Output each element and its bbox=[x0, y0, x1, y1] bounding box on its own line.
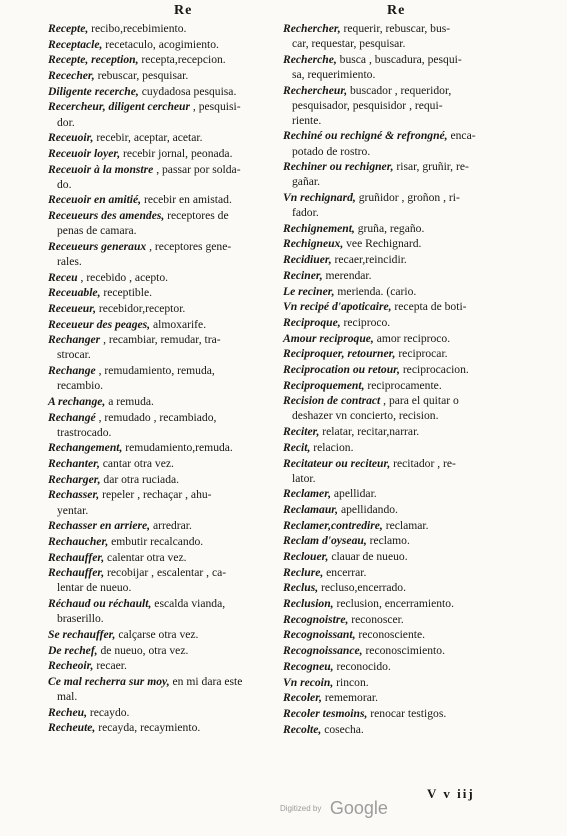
entry-definition: enca- bbox=[447, 129, 476, 143]
entry-continuation: fador. bbox=[292, 206, 319, 220]
entry-definition: recobijar , escalentar , ca- bbox=[104, 566, 227, 580]
digitized-watermark bbox=[280, 798, 388, 819]
entry-definition: calçarse otra vez. bbox=[115, 627, 199, 641]
entry-headword: Vn recoin, bbox=[283, 675, 334, 689]
entry-definition: reciprocacion. bbox=[399, 362, 469, 376]
dictionary-entry bbox=[48, 84, 284, 99]
dictionary-entry bbox=[48, 68, 284, 83]
entry-continuation: lentar de nueuo. bbox=[57, 581, 132, 595]
dictionary-entry bbox=[48, 534, 284, 549]
dictionary-entry bbox=[48, 627, 284, 642]
dictionary-entry bbox=[283, 565, 523, 580]
dictionary-entry bbox=[283, 722, 523, 737]
dictionary-entry bbox=[48, 317, 284, 332]
dictionary-entry bbox=[48, 643, 284, 658]
dictionary-entry bbox=[48, 270, 284, 285]
entry-definition: reciproco. bbox=[340, 315, 391, 329]
dictionary-entry bbox=[48, 472, 284, 487]
entry-headword: Rechanger bbox=[48, 333, 101, 347]
signature-mark: V v iij bbox=[427, 786, 475, 801]
entry-headword: Recolte, bbox=[283, 722, 322, 736]
dictionary-entry bbox=[283, 284, 523, 299]
dictionary-entry bbox=[48, 332, 284, 362]
entry-definition: recaydo. bbox=[86, 705, 130, 719]
entry-continuation: gañar. bbox=[292, 175, 321, 189]
dictionary-entry bbox=[283, 549, 523, 564]
entry-definition: recibo,recebimiento. bbox=[88, 22, 187, 35]
entry-headword: Receuoir à la monstre bbox=[48, 162, 154, 176]
entry-headword: Receueur, bbox=[48, 302, 96, 315]
dictionary-entry bbox=[48, 301, 284, 316]
entry-definition: reclamar. bbox=[382, 518, 429, 532]
entry-continuation: deshazer vn concierto, recision. bbox=[292, 409, 439, 423]
entry-definition: recebir jornal, peonada. bbox=[120, 146, 233, 160]
dictionary-entry bbox=[283, 362, 523, 377]
entry-headword: Recognoistre, bbox=[283, 612, 349, 626]
dictionary-entry bbox=[48, 674, 284, 704]
running-head-right: Re bbox=[387, 3, 406, 18]
entry-definition: reciprocar. bbox=[395, 347, 448, 361]
dictionary-entry bbox=[283, 159, 523, 189]
dictionary-entry bbox=[48, 518, 284, 533]
entry-definition: recebidor,receptor. bbox=[95, 302, 186, 315]
entry-continuation: trastrocado. bbox=[57, 425, 112, 439]
entry-continuation: riente. bbox=[292, 113, 322, 127]
dictionary-entry bbox=[48, 410, 284, 440]
entry-definition: recluso,encerrado. bbox=[318, 581, 406, 595]
entry-headword: Reciproquer, retourner, bbox=[283, 347, 396, 361]
entry-definition: gruña, regaño. bbox=[354, 221, 425, 235]
entry-headword: Reclam d'oyseau, bbox=[283, 534, 367, 548]
dictionary-entry bbox=[283, 533, 523, 548]
entry-definition: receptible. bbox=[100, 286, 152, 300]
dictionary-entry bbox=[48, 487, 284, 517]
entry-headword: Reciproquement, bbox=[283, 378, 365, 392]
dictionary-entry bbox=[48, 658, 284, 673]
entry-definition: merienda. (cario. bbox=[334, 284, 417, 298]
entry-headword: Recherche, bbox=[283, 52, 337, 66]
dictionary-entry bbox=[48, 705, 284, 720]
dictionary-entry bbox=[48, 285, 284, 300]
dictionary-entry bbox=[283, 486, 523, 501]
entry-definition: , para el quitar o bbox=[380, 394, 459, 408]
entry-definition: recaer,reincidir. bbox=[331, 253, 407, 267]
entry-definition: en mi dara este bbox=[169, 674, 243, 688]
entry-headword: Receuoir en amitié, bbox=[48, 193, 142, 207]
dictionary-entry bbox=[283, 346, 523, 361]
dictionary-entry bbox=[48, 21, 284, 36]
dictionary-entry bbox=[283, 596, 523, 611]
dictionary-entry bbox=[283, 502, 523, 517]
dictionary-entry bbox=[283, 52, 523, 82]
entry-definition: clauar de nueuo. bbox=[328, 550, 408, 564]
entry-headword: Rechercher, bbox=[283, 22, 341, 35]
entry-definition: reclusion, encerramiento. bbox=[333, 597, 454, 611]
entry-definition: receptores de bbox=[164, 209, 229, 223]
dictionary-entry bbox=[48, 239, 284, 269]
dictionary-entry bbox=[283, 690, 523, 705]
entry-headword: Receuoir, bbox=[48, 131, 94, 145]
entry-definition: dar otra ruciada. bbox=[100, 472, 180, 486]
dictionary-entry bbox=[48, 363, 284, 393]
entry-continuation: penas de camara. bbox=[57, 224, 137, 238]
dictionary-entry bbox=[283, 236, 523, 251]
entry-definition: , remudado , recambiado, bbox=[95, 410, 217, 424]
left-column bbox=[48, 21, 284, 736]
entry-definition: reconoscimiento. bbox=[362, 644, 445, 658]
entry-definition: risar, gruñir, re- bbox=[393, 160, 469, 174]
entry-continuation: yentar. bbox=[57, 503, 89, 517]
dictionary-entry bbox=[48, 440, 284, 455]
entry-headword: Receuoir loyer, bbox=[48, 146, 121, 160]
entry-continuation: lator. bbox=[292, 471, 316, 485]
entry-headword: Recoler, bbox=[283, 691, 322, 705]
entry-definition: , pesquisi- bbox=[190, 100, 241, 114]
entry-headword: Le reciner, bbox=[283, 284, 335, 298]
entry-definition: escalda vianda, bbox=[151, 597, 226, 611]
dictionary-entry bbox=[48, 596, 284, 626]
dictionary-entry bbox=[283, 706, 523, 721]
dictionary-entry bbox=[283, 299, 523, 314]
entry-definition: cuydadosa pesquisa. bbox=[138, 84, 237, 98]
entry-continuation: mal. bbox=[57, 690, 78, 704]
entry-headword: Recharger, bbox=[48, 472, 101, 486]
dictionary-entry bbox=[48, 720, 284, 735]
dictionary-entry bbox=[48, 37, 284, 52]
entry-headword: Recognoissance, bbox=[283, 644, 363, 658]
entry-definition: encerrar. bbox=[323, 565, 367, 579]
entry-definition: rebuscar, pesquisar. bbox=[94, 69, 189, 83]
dictionary-entry bbox=[283, 643, 523, 658]
entry-headword: Recheu, bbox=[48, 705, 87, 719]
entry-headword: A rechange, bbox=[48, 394, 106, 408]
entry-definition: requerir, rebuscar, bus- bbox=[340, 22, 451, 35]
entry-headword: Receueurs generaux bbox=[48, 239, 147, 253]
entry-definition: reclamo. bbox=[366, 534, 410, 548]
entry-definition: amor reciproco. bbox=[373, 331, 451, 345]
dictionary-entry bbox=[283, 675, 523, 690]
entry-headword: Reclure, bbox=[283, 565, 324, 579]
entry-headword: Rechangé bbox=[48, 410, 96, 424]
entry-definition: , remudamiento, remuda, bbox=[95, 364, 215, 378]
dictionary-entry bbox=[283, 580, 523, 595]
entry-headword: Rechanter, bbox=[48, 457, 100, 471]
entry-definition: reconosciente. bbox=[355, 628, 426, 642]
entry-continuation: sa, requerimiento. bbox=[292, 67, 376, 81]
dictionary-entry bbox=[283, 83, 523, 128]
entry-continuation: do. bbox=[57, 177, 72, 191]
entry-definition: buscador , requeridor, bbox=[347, 83, 452, 97]
entry-continuation: potado de rostro. bbox=[292, 144, 371, 158]
entry-continuation: rales. bbox=[57, 254, 82, 268]
dictionary-entry bbox=[283, 627, 523, 642]
entry-definition: almoxarife. bbox=[150, 317, 207, 331]
entry-definition: recepta,recepcion. bbox=[138, 53, 226, 67]
right-column bbox=[283, 21, 523, 737]
entry-headword: Recit, bbox=[283, 440, 311, 454]
entry-definition: , receptores gene- bbox=[146, 239, 232, 253]
entry-definition: a remuda. bbox=[105, 394, 154, 408]
entry-headword: Receptacle, bbox=[48, 37, 103, 51]
dictionary-entry bbox=[283, 378, 523, 393]
entry-definition: recaer. bbox=[93, 659, 127, 673]
entry-headword: Diligente recerche, bbox=[48, 84, 139, 98]
entry-definition: relatar, recitar,narrar. bbox=[319, 425, 420, 439]
entry-headword: Receuable, bbox=[48, 286, 101, 300]
dictionary-entry bbox=[48, 99, 284, 129]
entry-definition: , passar por solda- bbox=[153, 162, 241, 176]
running-head-left: Re bbox=[174, 3, 193, 18]
entry-definition: reconoscer. bbox=[348, 612, 404, 626]
entry-definition: recetaculo, acogimiento. bbox=[102, 37, 219, 51]
entry-headword: Rechiné ou rechigné & refrongné, bbox=[283, 129, 448, 143]
entry-headword: Reclamer, bbox=[283, 487, 331, 501]
entry-headword: Reciproque, bbox=[283, 315, 341, 329]
entry-headword: Rechange bbox=[48, 364, 96, 378]
entry-definition: remudamiento,remuda. bbox=[122, 441, 233, 455]
entry-headword: Recoler tesmoins, bbox=[283, 706, 368, 720]
watermark-brand: Google bbox=[329, 798, 388, 818]
dictionary-entry bbox=[48, 208, 284, 238]
entry-headword: Rechangement, bbox=[48, 441, 123, 455]
entry-headword: Vn recipé d'apoticaire, bbox=[283, 300, 392, 314]
entry-headword: Reclamer,contredire, bbox=[283, 518, 383, 532]
entry-headword: Recheoir, bbox=[48, 659, 94, 673]
entry-headword: Recognoissant, bbox=[283, 628, 356, 642]
dictionary-entry bbox=[283, 221, 523, 236]
entry-headword: Recercheur, diligent cercheur bbox=[48, 100, 191, 114]
dictionary-entry bbox=[283, 21, 523, 51]
dictionary-entry bbox=[48, 162, 284, 192]
entry-headword: Reclusion, bbox=[283, 597, 334, 611]
dictionary-entry bbox=[48, 192, 284, 207]
entry-continuation: pesquisador, pesquisidor , requi- bbox=[292, 98, 443, 112]
entry-headword: Réchaud ou réchault, bbox=[48, 597, 152, 611]
dictionary-entry bbox=[283, 128, 523, 158]
entry-headword: Rececher, bbox=[48, 69, 95, 83]
entry-headword: Se rechauffer, bbox=[48, 627, 116, 641]
entry-definition: embutir recalcando. bbox=[108, 534, 204, 548]
dictionary-entry bbox=[48, 565, 284, 595]
entry-continuation: braserillo. bbox=[57, 612, 104, 626]
entry-definition: reciprocamente. bbox=[364, 378, 442, 392]
dictionary-entry bbox=[283, 612, 523, 627]
dictionary-entry bbox=[48, 456, 284, 471]
entry-headword: Recheute, bbox=[48, 721, 96, 735]
entry-headword: Reciner, bbox=[283, 268, 323, 282]
entry-continuation: recambio. bbox=[57, 379, 104, 393]
entry-headword: Rechasser, bbox=[48, 488, 100, 502]
dictionary-entry bbox=[48, 130, 284, 145]
entry-headword: Vn rechignard, bbox=[283, 191, 356, 204]
entry-definition: reconocido. bbox=[333, 659, 391, 673]
dictionary-entry bbox=[48, 146, 284, 161]
entry-definition: vee Rechignard. bbox=[343, 237, 422, 251]
dictionary-entry bbox=[283, 424, 523, 439]
entry-headword: Recision de contract bbox=[283, 394, 381, 408]
entry-headword: Receueurs des amendes, bbox=[48, 209, 165, 223]
entry-definition: recebir en amistad. bbox=[141, 193, 232, 207]
entry-headword: Rechauffer, bbox=[48, 550, 105, 564]
entry-headword: Reclus, bbox=[283, 581, 319, 595]
entry-headword: Rechauffer, bbox=[48, 566, 105, 580]
entry-headword: Rechigneux, bbox=[283, 237, 344, 251]
dictionary-entry bbox=[283, 456, 523, 486]
entry-headword: Recitateur ou reciteur, bbox=[283, 456, 391, 470]
entry-headword: Receueur des peages, bbox=[48, 317, 151, 331]
dictionary-entry bbox=[283, 190, 523, 220]
dictionary-entry bbox=[48, 394, 284, 409]
entry-headword: Recidiuer, bbox=[283, 253, 332, 267]
entry-headword: Reclamaur, bbox=[283, 502, 339, 516]
entry-definition: , recebido , acepto. bbox=[77, 270, 169, 284]
entry-definition: recitador , re- bbox=[390, 456, 456, 470]
dictionary-entry bbox=[283, 252, 523, 267]
watermark-prefix: Digitized by bbox=[280, 804, 322, 813]
dictionary-entry bbox=[283, 268, 523, 283]
entry-definition: de nueuo, otra vez. bbox=[97, 643, 189, 657]
entry-headword: Recogneu, bbox=[283, 659, 334, 673]
entry-headword: Reciprocation ou retour, bbox=[283, 362, 400, 376]
entry-definition: gruñidor , groñon , ri- bbox=[355, 191, 460, 204]
entry-definition: recayda, recaymiento. bbox=[95, 721, 201, 735]
entry-definition: , recambiar, remudar, tra- bbox=[100, 333, 221, 347]
entry-headword: Recepte, bbox=[48, 22, 89, 35]
entry-definition: apellidando. bbox=[338, 502, 398, 516]
dictionary-entry bbox=[283, 659, 523, 674]
dictionary-entry bbox=[48, 52, 284, 67]
entry-definition: renocar testigos. bbox=[367, 706, 447, 720]
entry-definition: rincon. bbox=[333, 675, 369, 689]
dictionary-entry bbox=[283, 393, 523, 423]
entry-definition: relacion. bbox=[310, 440, 354, 454]
entry-headword: Amour reciproque, bbox=[283, 331, 374, 345]
entry-definition: busca , buscadura, pesqui- bbox=[336, 52, 462, 66]
entry-definition: merendar. bbox=[322, 268, 372, 282]
entry-headword: Rechignement, bbox=[283, 221, 355, 235]
entry-definition: recepta de boti- bbox=[391, 300, 467, 314]
entry-definition: repeler , rechaçar , ahu- bbox=[99, 488, 212, 502]
entry-definition: cosecha. bbox=[321, 722, 364, 736]
entry-headword: Rechaucher, bbox=[48, 534, 109, 548]
dictionary-entry bbox=[283, 440, 523, 455]
entry-continuation: car, requestar, pesquisar. bbox=[292, 37, 406, 51]
entry-headword: Rechercheur, bbox=[283, 83, 348, 97]
entry-headword: Ce mal recherra sur moy, bbox=[48, 674, 170, 688]
entry-headword: Rechiner ou rechigner, bbox=[283, 160, 394, 174]
entry-continuation: dor. bbox=[57, 115, 75, 129]
entry-definition: arredrar. bbox=[150, 519, 192, 533]
entry-headword: De rechef, bbox=[48, 643, 98, 657]
entry-definition: apellidar. bbox=[330, 487, 377, 501]
dictionary-entry bbox=[283, 331, 523, 346]
entry-headword: Receu bbox=[48, 270, 78, 284]
entry-definition: cantar otra vez. bbox=[99, 457, 174, 471]
entry-definition: rememorar. bbox=[321, 691, 378, 705]
entry-headword: Reciter, bbox=[283, 425, 320, 439]
entry-headword: Rechasser en arriere, bbox=[48, 519, 151, 533]
entry-definition: calentar otra vez. bbox=[104, 550, 187, 564]
entry-headword: Recepte, reception, bbox=[48, 53, 139, 67]
dictionary-entry bbox=[283, 518, 523, 533]
entry-definition: recebir, aceptar, acetar. bbox=[93, 131, 203, 145]
dictionary-entry bbox=[283, 315, 523, 330]
entry-continuation: strocar. bbox=[57, 348, 91, 362]
entry-headword: Reclouer, bbox=[283, 550, 329, 564]
dictionary-entry bbox=[48, 550, 284, 565]
